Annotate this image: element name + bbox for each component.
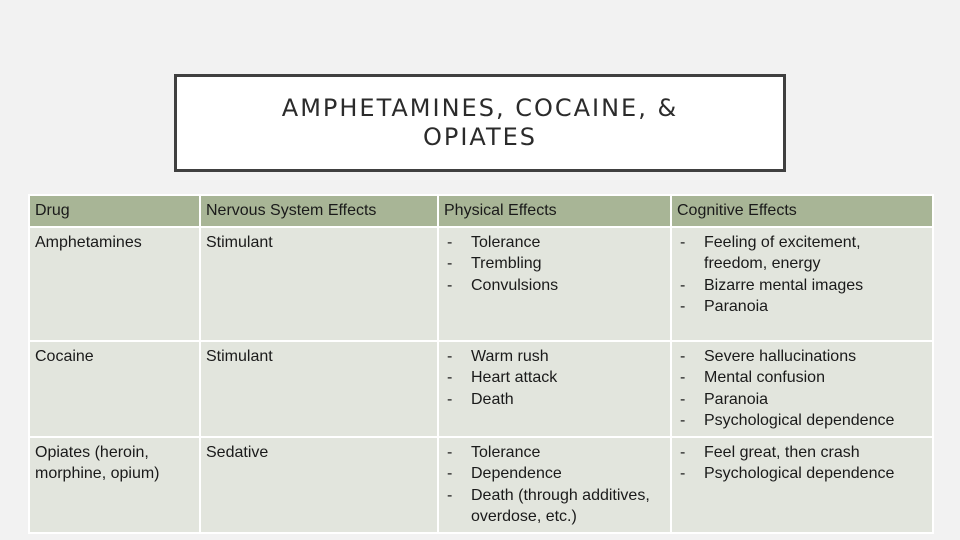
cell-nervous-effect: Stimulant (200, 341, 438, 437)
physical-effects-list (444, 346, 665, 411)
physical-effects-list (444, 232, 665, 297)
list-item: - Convulsions (444, 275, 665, 297)
list-item: - Paranoia (677, 296, 927, 318)
list-item: - Paranoia (677, 389, 927, 411)
slide-title-box (174, 74, 786, 172)
table-header-row (29, 195, 933, 227)
cell-nervous-effect: Sedative (200, 437, 438, 533)
list-item: - Psychological dependence (677, 463, 927, 485)
header-nervous-system-effects: Nervous System Effects (200, 195, 438, 227)
cell-cognitive-effects (671, 227, 933, 341)
header-drug: Drug (29, 195, 200, 227)
cognitive-effects-list (677, 346, 927, 432)
list-item: - Severe hallucinations (677, 346, 927, 368)
drug-effects-table (28, 194, 934, 534)
list-item: - Tolerance (444, 442, 665, 464)
list-item: - Trembling (444, 253, 665, 275)
list-item: - Warm rush (444, 346, 665, 368)
list-item: - Mental confusion (677, 367, 927, 389)
cell-nervous-effect: Stimulant (200, 227, 438, 341)
cell-cognitive-effects (671, 437, 933, 533)
list-item: - Psychological dependence (677, 410, 927, 432)
cell-physical-effects (438, 341, 671, 437)
cell-drug: Opiates (heroin, morphine, opium) (29, 437, 200, 533)
slide-title-line-2: OPIATES (422, 123, 538, 151)
table-row (29, 437, 933, 533)
list-item: - Feel great, then crash (677, 442, 927, 464)
list-item: - Tolerance (444, 232, 665, 254)
list-item: - Heart attack (444, 367, 665, 389)
table-row (29, 227, 933, 341)
header-cognitive-effects: Cognitive Effects (671, 195, 933, 227)
list-item: - Death (444, 389, 665, 411)
list-item: - Death (through additives, overdose, etc.) (444, 485, 665, 528)
cell-physical-effects (438, 437, 671, 533)
cell-drug: Cocaine (29, 341, 200, 437)
slide-title-line-1: AMPHETAMINES, COCAINE, & (281, 94, 679, 122)
cell-drug: Amphetamines (29, 227, 200, 341)
cognitive-effects-list (677, 232, 927, 318)
list-item: - Bizarre mental images (677, 275, 927, 297)
cell-physical-effects (438, 227, 671, 341)
cell-cognitive-effects (671, 341, 933, 437)
header-physical-effects: Physical Effects (438, 195, 671, 227)
physical-effects-list (444, 442, 665, 528)
cognitive-effects-list (677, 442, 927, 485)
list-item: - Dependence (444, 463, 665, 485)
list-item: - Feeling of excitement, freedom, energy (677, 232, 927, 275)
table-row (29, 341, 933, 437)
